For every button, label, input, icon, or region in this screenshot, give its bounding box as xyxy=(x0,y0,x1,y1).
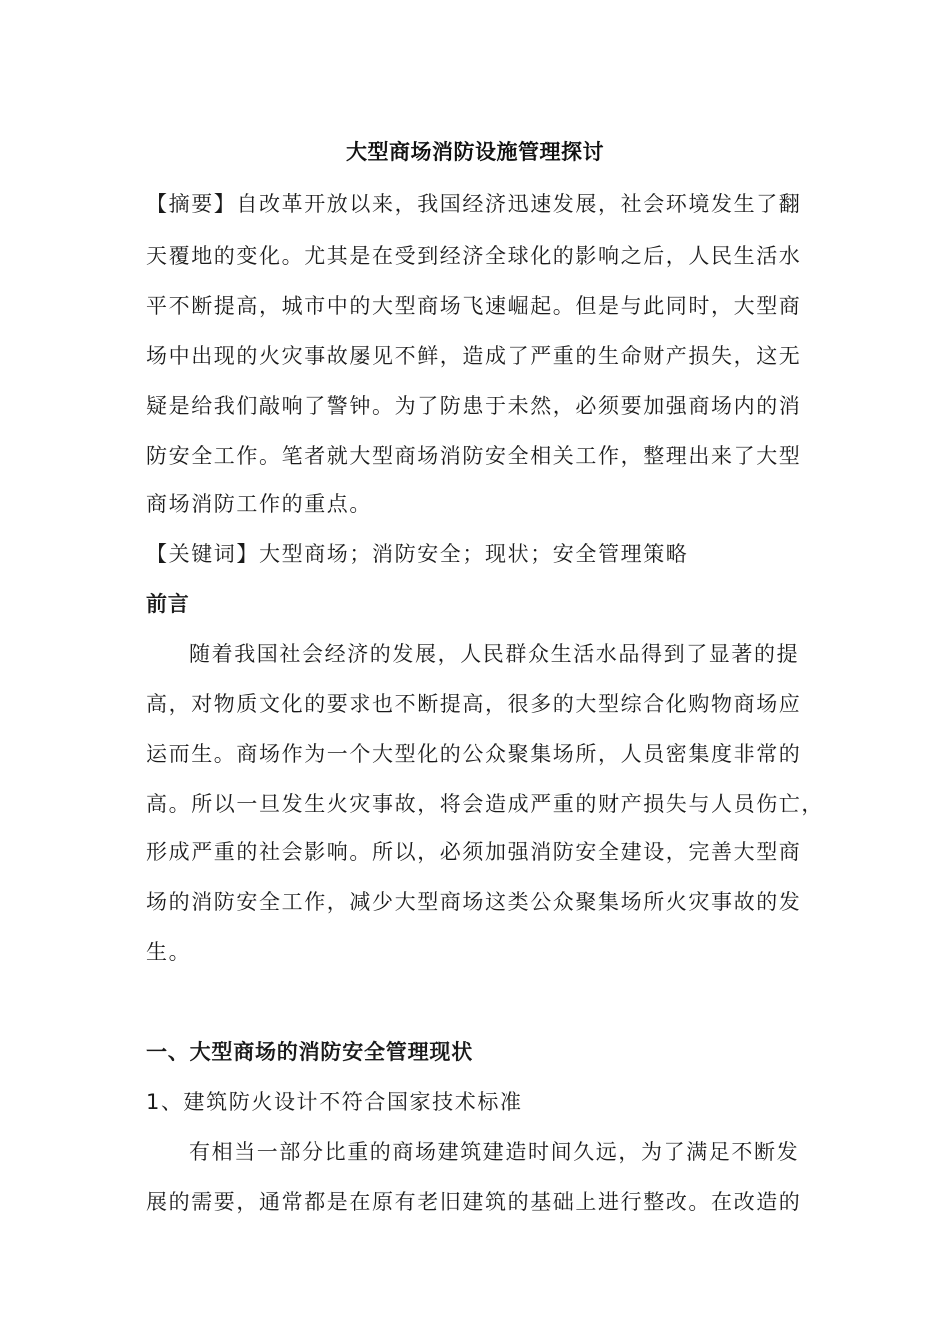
preface-line: 形成严重的社会影响。所以，必须加强消防安全建设，完善大型商 xyxy=(146,840,802,864)
subsection-heading: 1、建筑防火设计不符合国家技术标准 xyxy=(146,1090,523,1114)
abstract-line: 场中出现的火灾事故屡见不鲜，造成了严重的生命财产损失，这无 xyxy=(146,344,802,368)
preface-line: 高。所以一旦发生火灾事故，将会造成严重的财产损失与人员伤亡， xyxy=(146,792,824,816)
abstract-line: 天覆地的变化。尤其是在受到经济全球化的影响之后，人民生活水 xyxy=(146,244,802,268)
document-title: 大型商场消防设施管理探讨 xyxy=(346,139,604,164)
preface-line: 生。 xyxy=(146,940,192,964)
abstract-line: 防安全工作。笔者就大型商场消防安全相关工作，整理出来了大型 xyxy=(146,444,802,468)
abstract-line: 疑是给我们敲响了警钟。为了防患于未然，必须要加强商场内的消 xyxy=(146,394,802,418)
keywords-line: 【关键词】大型商场；消防安全；现状；安全管理策略 xyxy=(146,542,689,566)
preface-line: 随着我国社会经济的发展，人民群众生活水品得到了显著的提 xyxy=(189,642,800,666)
body-line: 有相当一部分比重的商场建筑建造时间久远，为了满足不断发 xyxy=(189,1140,800,1164)
abstract-line: 平不断提高，城市中的大型商场飞速崛起。但是与此同时，大型商 xyxy=(146,294,802,318)
abstract-line: 【摘要】自改革开放以来，我国经济迅速发展，社会环境发生了翻 xyxy=(146,192,802,216)
preface-line: 运而生。商场作为一个大型化的公众聚集场所，人员密集度非常的 xyxy=(146,742,802,766)
preface-heading: 前言 xyxy=(146,592,190,616)
preface-line: 场的消防安全工作，减少大型商场这类公众聚集场所火灾事故的发 xyxy=(146,890,802,914)
abstract-line: 商场消防工作的重点。 xyxy=(146,492,372,516)
preface-line: 高，对物质文化的要求也不断提高，很多的大型综合化购物商场应 xyxy=(146,692,802,716)
section-heading: 一、大型商场的消防安全管理现状 xyxy=(146,1040,473,1064)
body-line: 展的需要，通常都是在原有老旧建筑的基础上进行整改。在改造的 xyxy=(146,1190,802,1214)
